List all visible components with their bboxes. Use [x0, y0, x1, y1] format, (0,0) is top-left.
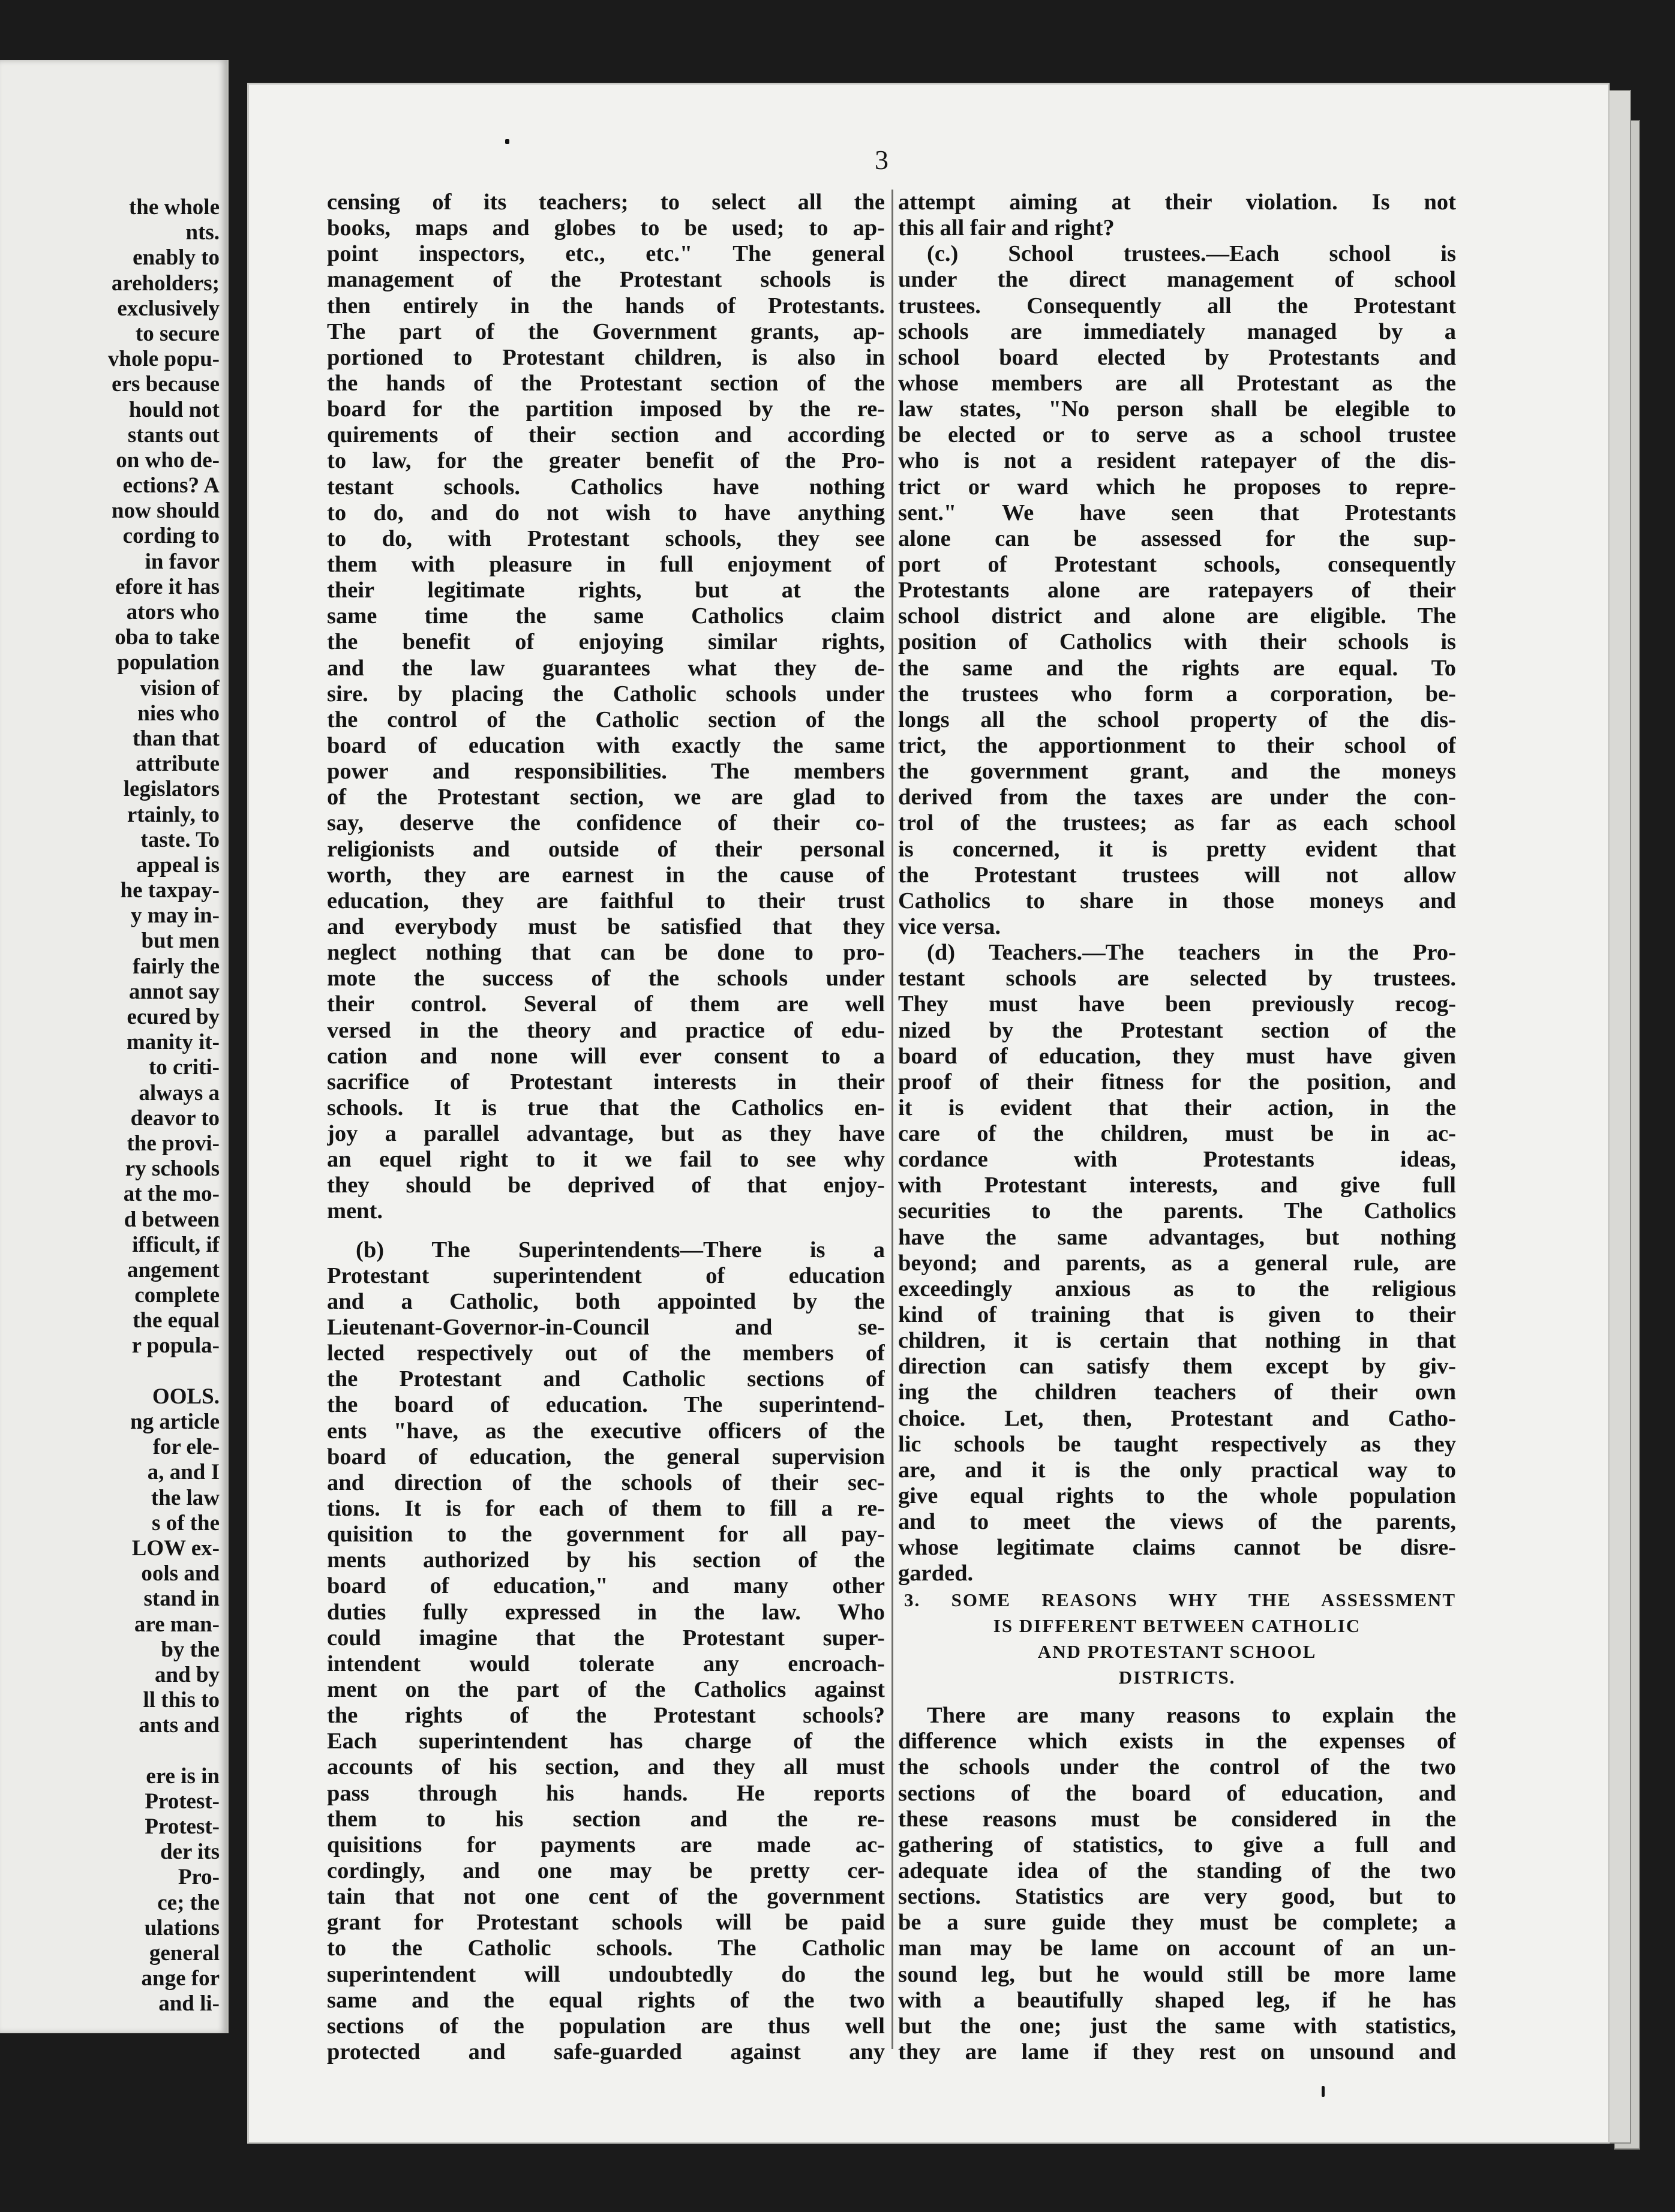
- text-line: this all fair and right?: [898, 215, 1115, 241]
- text-line: longs all the school property of the dis-: [898, 707, 1456, 732]
- text-line: lic schools be taught respectively as they: [898, 1431, 1456, 1457]
- text-line: them with pleasure in full enjoyment of: [327, 551, 885, 577]
- left-page-line: vhole popu-: [107, 347, 220, 372]
- left-page-line: areholders;: [111, 271, 220, 296]
- text-line: vice versa.: [898, 913, 1001, 939]
- text-line: censing of its teachers; to select all the: [327, 190, 885, 215]
- section-heading-line: IS DIFFERENT BETWEEN CATHOLIC: [993, 1615, 1361, 1636]
- left-page-line: ecured by: [127, 1005, 220, 1029]
- left-page-line: deavor to: [130, 1105, 220, 1131]
- left-page-line: ers because: [112, 372, 220, 397]
- print-speck: [505, 139, 509, 144]
- text-line: the trustees who form a corporation, be-: [898, 681, 1456, 707]
- left-page-line: ools and: [141, 1561, 220, 1586]
- text-line: adequate idea of the standing of the two: [898, 1858, 1456, 1883]
- left-page-line: [4, 1738, 220, 1763]
- left-page-line: ry schools: [125, 1156, 220, 1182]
- text-line: Protestant superintendent of education: [327, 1263, 885, 1288]
- text-line: joy a parallel advantage, but as they have: [327, 1121, 885, 1147]
- text-line: of the Protestant section, we are glad to: [327, 785, 885, 810]
- left-facing-page: [0, 60, 229, 2033]
- left-page-text-column: [4, 195, 220, 2017]
- text-line: sections of the board of education, and: [898, 1780, 1456, 1806]
- text-line: testant schools are selected by trustees.: [898, 966, 1456, 991]
- text-line: Catholics to share in those moneys and: [898, 888, 1456, 913]
- text-line: board of education, they must have given: [898, 1043, 1456, 1069]
- left-page-line: ll this to: [143, 1688, 220, 1713]
- left-page-line: the law: [151, 1485, 220, 1510]
- text-line: quirements of their section and according: [327, 422, 885, 448]
- text-line: nized by the Protestant section of the: [898, 1017, 1456, 1043]
- text-line: trict, the apportionment to their school of: [898, 732, 1456, 758]
- left-page-line: taste. To: [140, 827, 220, 852]
- left-page-line: nts.: [185, 220, 220, 245]
- text-line: who is not a resident ratepayer of the dis-: [898, 448, 1456, 474]
- text-line: power and responsibilities. The members: [327, 759, 885, 785]
- left-page-line: hould not: [128, 397, 220, 422]
- text-line: exceedingly anxious as to the religious: [898, 1276, 1456, 1302]
- text-line: sire. by placing the Catholic schools under: [327, 681, 885, 707]
- text-line: and the law guarantees what they de-: [327, 655, 885, 681]
- text-line: the hands of the Protestant section of the: [327, 370, 885, 396]
- left-page-line: but men: [141, 928, 220, 954]
- text-line: school board elected by Protestants and: [898, 344, 1456, 370]
- left-page-line: the equal: [133, 1308, 220, 1333]
- text-line: pass through his hands. He reports: [327, 1780, 885, 1806]
- text-line: intendent would tolerate any encroach-: [327, 1651, 885, 1676]
- left-page-line: nies who: [137, 701, 220, 726]
- left-page-line: legislators: [123, 777, 220, 802]
- text-line: care of the children, must be in ac-: [898, 1121, 1456, 1147]
- left-page-line: exclusively: [117, 296, 220, 321]
- text-line: ents "have, as the executive officers of the: [327, 1418, 885, 1444]
- text-line: the same and the rights are equal. To: [898, 655, 1456, 681]
- text-line: board of education," and many other: [327, 1573, 885, 1599]
- text-line: protected and safe-guarded against any: [327, 2039, 885, 2064]
- left-page-line: the whole: [128, 195, 220, 220]
- left-page-line: efore it has: [115, 574, 220, 599]
- text-line: difference which exists in the expenses of: [898, 1729, 1456, 1754]
- text-line: and to meet the views of the parents,: [898, 1509, 1456, 1535]
- text-line: trol of the trustees; as far as each school: [898, 810, 1456, 836]
- text-line: cordance with Protestants ideas,: [898, 1147, 1456, 1173]
- text-line: man may be lame on account of an un-: [898, 1936, 1456, 1961]
- text-line: [327, 1225, 885, 1237]
- text-line: sacrifice of Protestant interests in their: [327, 1069, 885, 1095]
- left-page-line: ange for: [141, 1966, 220, 1991]
- left-page-line: cording to: [122, 524, 220, 549]
- text-line: beyond; and parents, as a general rule, are: [898, 1250, 1456, 1276]
- text-line: direction can satisfy them except by giv-: [898, 1354, 1456, 1380]
- text-line: testant schools. Catholics have nothing: [327, 474, 885, 500]
- text-line: give equal rights to the whole population: [898, 1483, 1456, 1509]
- left-page-line: Protest-: [145, 1814, 220, 1839]
- text-line: with a beautifully shaped leg, if he has: [898, 1987, 1456, 2013]
- text-line: same and the equal rights of the two: [327, 1987, 885, 2013]
- text-line: quisition to the government for all pay-: [327, 1522, 885, 1547]
- text-line: kind of training that is given to their: [898, 1302, 1456, 1328]
- text-line: accounts of his section, and they all must: [327, 1754, 885, 1780]
- text-line: to the Catholic schools. The Catholic: [327, 1936, 885, 1961]
- text-line: cation and none will ever consent to a: [327, 1043, 885, 1069]
- text-line: schools. It is true that the Catholics en-: [327, 1095, 885, 1120]
- text-line: lected respectively out of the members of: [327, 1341, 885, 1366]
- text-line: schools are immediately managed by a: [898, 318, 1456, 344]
- left-page-line: on who de-: [116, 447, 220, 473]
- left-page-line: by the: [161, 1637, 220, 1662]
- left-page-line: ants and: [139, 1713, 220, 1738]
- left-page-line: enably to: [133, 245, 220, 271]
- left-page-line: ere is in: [146, 1763, 220, 1789]
- left-page-line: manity it-: [126, 1030, 220, 1055]
- text-line: position of Catholics with their schools is: [898, 629, 1456, 655]
- text-line: (c.) School trustees.—Each school is: [927, 241, 1456, 267]
- text-line: could imagine that the Protestant super-: [327, 1625, 885, 1651]
- text-line: ment on the part of the Catholics against: [327, 1677, 885, 1703]
- text-line: with Protestant interests, and give full: [898, 1173, 1456, 1198]
- text-line: There are many reasons to explain the: [927, 1703, 1456, 1729]
- text-line: sections. Statistics are very good, but to: [898, 1884, 1456, 1910]
- page-number: 3: [875, 145, 888, 175]
- column-divider: [891, 190, 893, 2049]
- text-line: to do, and do not wish to have anything: [327, 500, 885, 525]
- text-line: superintendent will undoubtedly do the: [327, 1961, 885, 1987]
- text-line: are, and it is the only practical way to: [898, 1457, 1456, 1483]
- text-line: books, maps and globes to be used; to ap-: [327, 215, 885, 241]
- text-line: choice. Let, then, Protestant and Catho-: [898, 1405, 1456, 1431]
- left-page-line: der its: [160, 1840, 220, 1865]
- left-page-line: to criti-: [148, 1055, 220, 1080]
- left-page-line: for ele-: [152, 1435, 220, 1460]
- left-page-line: than that: [133, 726, 220, 751]
- left-page-line: in favor: [145, 549, 220, 574]
- left-page-line: appeal is: [136, 852, 220, 877]
- left-page-line: Pro-: [178, 1865, 220, 1890]
- text-line: management of the Protestant schools is: [327, 267, 885, 293]
- left-page-line: always a: [139, 1080, 220, 1105]
- text-line: gathering of statistics, to give a full and: [898, 1832, 1456, 1858]
- left-page-line: Protest-: [145, 1789, 220, 1814]
- text-column-1: [327, 190, 885, 2065]
- left-page-line: stants out: [127, 422, 220, 447]
- text-line: Protestants alone are ratepayers of their: [898, 578, 1456, 603]
- text-line: the control of the Catholic section of the: [327, 707, 885, 732]
- text-line: [898, 1690, 1456, 1703]
- text-line: the government grant, and the moneys: [898, 759, 1456, 785]
- text-line: port of Protestant schools, consequently: [898, 551, 1456, 577]
- text-line: the rights of the Protestant schools?: [327, 1703, 885, 1729]
- text-line: be elected or to serve as a school trustee: [898, 422, 1456, 448]
- section-heading-line: AND PROTESTANT SCHOOL: [1037, 1640, 1317, 1662]
- section-heading-line: 3. SOME REASONS WHY THE ASSESSMENT: [904, 1589, 1456, 1610]
- text-line: cordingly, and one may be pretty cer-: [327, 1858, 885, 1883]
- print-speck: [1322, 2086, 1325, 2097]
- text-line: ing the children teachers of their own: [898, 1380, 1456, 1405]
- text-line: board of education, the general supervision: [327, 1444, 885, 1469]
- left-page-line: ators who: [126, 600, 220, 624]
- text-line: is concerned, it is pretty evident that: [898, 836, 1456, 862]
- text-line: the schools under the control of the two: [898, 1754, 1456, 1780]
- left-page-line: the provi-: [127, 1131, 220, 1156]
- left-page-line: at the mo-: [123, 1182, 220, 1207]
- left-page-line: general: [149, 1940, 220, 1965]
- left-page-line: and li-: [158, 1991, 220, 2016]
- text-line: they are lame if they rest on unsound and: [898, 2039, 1456, 2064]
- text-line: these reasons must be considered in the: [898, 1806, 1456, 1832]
- left-page-line: population: [117, 650, 220, 675]
- text-line: worth, they are earnest in the cause of: [327, 862, 885, 888]
- left-page-line: complete: [134, 1283, 220, 1308]
- left-page-line: ng article: [130, 1409, 220, 1434]
- left-page-line: attribute: [136, 752, 220, 777]
- text-line: the Protestant trustees will not allow: [898, 862, 1456, 888]
- left-page-line: and by: [155, 1662, 220, 1687]
- text-line: They must have been previously recog-: [898, 991, 1456, 1017]
- text-line: versed in the theory and practice of edu-: [327, 1017, 885, 1043]
- text-line: sound leg, but he would still be more lame: [898, 1961, 1456, 1987]
- text-line: garded.: [898, 1561, 974, 1586]
- text-line: and everybody must be satisfied that they: [327, 913, 885, 939]
- left-page-line: OOLS.: [152, 1384, 220, 1409]
- left-page-line: rtainly, to: [127, 802, 220, 827]
- text-line: under the direct management of school: [898, 267, 1456, 293]
- left-page-line: ections? A: [122, 473, 220, 498]
- left-page-line: oba to take: [115, 625, 220, 650]
- text-line: (b) The Superintendents—There is a: [356, 1237, 885, 1263]
- left-page-line: d between: [124, 1207, 220, 1232]
- text-line: whose members are all Protestant as the: [898, 370, 1456, 396]
- text-line: duties fully expressed in the law. Who: [327, 1599, 885, 1625]
- left-page-line: [4, 1359, 220, 1384]
- left-page-line: ulations: [144, 1915, 220, 1940]
- left-page-line: ifficult, if: [132, 1232, 220, 1257]
- text-line: it is evident that their action, in the: [898, 1095, 1456, 1120]
- text-line: neglect nothing that can be done to pro-: [327, 940, 885, 966]
- left-page-line: r popula-: [131, 1333, 220, 1359]
- text-line: board of education with exactly the same: [327, 732, 885, 758]
- text-line: education, they are faithful to their trust: [327, 888, 885, 913]
- text-line: Each superintendent has charge of the: [327, 1729, 885, 1754]
- left-page-line: now should: [112, 498, 220, 524]
- left-page-line: annot say: [128, 979, 220, 1004]
- left-page-line: he taxpay-: [120, 878, 220, 903]
- text-line: their control. Several of them are well: [327, 991, 885, 1017]
- text-line: tions. It is for each of them to fill a re-: [327, 1496, 885, 1522]
- text-line: religionists and outside of their personal: [327, 836, 885, 862]
- left-page-line: LOW ex-: [131, 1535, 220, 1561]
- left-page-line: s of the: [151, 1510, 220, 1535]
- left-page-line: ce; the: [157, 1890, 220, 1915]
- text-line: proof of their fitness for the position, and: [898, 1069, 1456, 1095]
- text-line: sent." We have seen that Protestants: [898, 500, 1456, 525]
- text-line: same time the same Catholics claim: [327, 603, 885, 629]
- text-line: to do, with Protestant schools, they see: [327, 525, 885, 551]
- text-line: Lieutenant-Governor-in-Council and se-: [327, 1315, 885, 1341]
- text-line: trustees. Consequently all the Protestant: [898, 293, 1456, 318]
- left-page-line: y may in-: [131, 903, 220, 928]
- text-line: children, it is certain that nothing in that: [898, 1328, 1456, 1354]
- text-line: grant for Protestant schools will be paid: [327, 1910, 885, 1936]
- text-line: school district and alone are eligible. The: [898, 603, 1456, 629]
- text-line: The part of the Government grants, ap-: [327, 318, 885, 344]
- text-line: then entirely in the hands of Protestants.: [327, 293, 885, 318]
- text-line: the Protestant and Catholic sections of: [327, 1366, 885, 1392]
- text-line: portioned to Protestant children, is also in: [327, 344, 885, 370]
- text-line: alone can be assessed for the sup-: [898, 525, 1456, 551]
- left-page-line: fairly the: [133, 954, 220, 979]
- text-column-2: [898, 190, 1456, 2065]
- text-line: the benefit of enjoying similar rights,: [327, 629, 885, 655]
- text-line: derived from the taxes are under the con-: [898, 785, 1456, 810]
- text-line: be a sure guide they must be complete; a: [898, 1910, 1456, 1936]
- text-line: attempt aiming at their violation. Is not: [898, 190, 1456, 215]
- text-line: the board of education. The superintend-: [327, 1392, 885, 1418]
- text-line: quisitions for payments are made ac-: [327, 1832, 885, 1858]
- text-line: securities to the parents. The Catholics: [898, 1198, 1456, 1224]
- left-page-line: a, and I: [147, 1460, 220, 1485]
- text-line: point inspectors, etc., etc." The general: [327, 241, 885, 267]
- left-page-line: stand in: [143, 1586, 220, 1612]
- text-line: and direction of the schools of their sec-: [327, 1469, 885, 1495]
- text-line: but the one; just the same with statistics,: [898, 2013, 1456, 2039]
- left-page-line: are man-: [134, 1612, 220, 1637]
- left-page-line: vision of: [140, 675, 220, 701]
- text-line: them to his section and the re-: [327, 1806, 885, 1832]
- text-line: (d) Teachers.—The teachers in the Pro-: [927, 940, 1456, 966]
- text-line: mote the success of the schools under: [327, 966, 885, 991]
- left-page-line: to secure: [135, 321, 220, 346]
- text-line: ment.: [327, 1198, 383, 1224]
- text-line: whose legitimate claims cannot be disre-: [898, 1535, 1456, 1561]
- left-page-line: angement: [127, 1257, 220, 1282]
- text-line: law states, "No person shall be elegible to: [898, 396, 1456, 422]
- text-line: sections of the population are thus well: [327, 2013, 885, 2039]
- text-line: say, deserve the confidence of their co-: [327, 810, 885, 836]
- text-line: have the same advantages, but nothing: [898, 1224, 1456, 1250]
- text-line: board for the partition imposed by the re-: [327, 396, 885, 422]
- section-heading-line: DISTRICTS.: [1118, 1667, 1236, 1688]
- text-line: trict or ward which he proposes to repre-: [898, 474, 1456, 500]
- text-line: ments authorized by his section of the: [327, 1547, 885, 1573]
- text-line: and a Catholic, both appointed by the: [327, 1288, 885, 1314]
- text-line: to law, for the greater benefit of the Pro-: [327, 448, 885, 474]
- text-line: they should be deprived of that enjoy-: [327, 1173, 885, 1198]
- text-line: their legitimate rights, but at the: [327, 578, 885, 603]
- text-line: tain that not one cent of the government: [327, 1884, 885, 1910]
- text-line: an equel right to it we fail to see why: [327, 1147, 885, 1173]
